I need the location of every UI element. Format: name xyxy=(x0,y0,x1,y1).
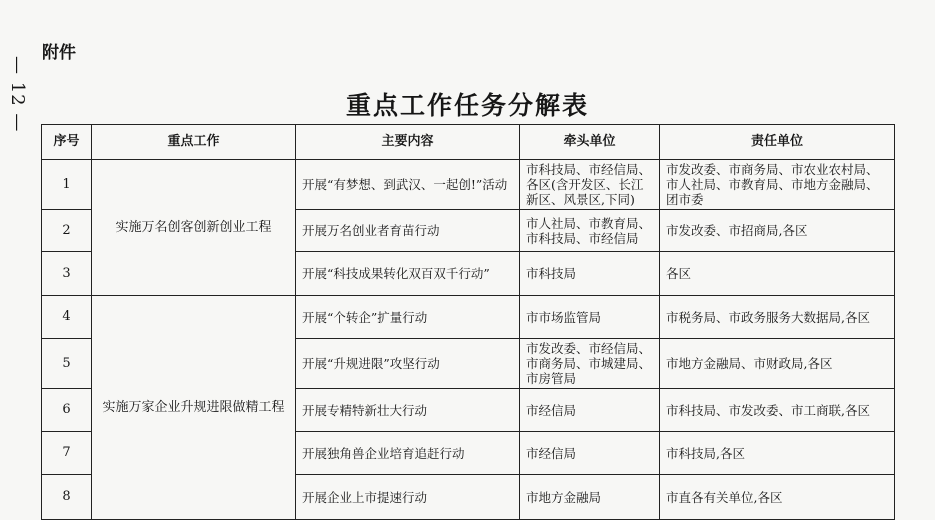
row-seq: 1 xyxy=(42,160,92,210)
key-work-group: 实施万家企业升规进限做精工程 xyxy=(92,296,296,520)
row-content: 开展企业上市提速行动 xyxy=(296,475,520,520)
row-seq: 3 xyxy=(42,252,92,296)
row-resp: 市科技局、市发改委、市工商联,各区 xyxy=(660,389,895,432)
row-content: 开展“科技成果转化双百双千行动” xyxy=(296,252,520,296)
page-number: — 12 — xyxy=(7,55,28,133)
row-seq: 5 xyxy=(42,339,92,389)
header-resp: 责任单位 xyxy=(660,125,895,160)
row-lead: 市人社局、市教育局、市科技局、市经信局 xyxy=(520,210,660,252)
row-seq: 6 xyxy=(42,389,92,432)
header-row xyxy=(42,125,895,160)
row-content: 开展专精特新壮大行动 xyxy=(296,389,520,432)
row-lead: 市经信局 xyxy=(520,389,660,432)
key-work-group: 实施万名创客创新创业工程 xyxy=(92,160,296,296)
row-resp: 市科技局,各区 xyxy=(660,432,895,475)
row-seq: 8 xyxy=(42,475,92,520)
table-row xyxy=(42,160,895,210)
row-seq: 7 xyxy=(42,432,92,475)
row-resp: 市地方金融局、市财政局,各区 xyxy=(660,339,895,389)
document-title: 重点工作任务分解表 xyxy=(345,91,589,120)
row-resp: 市发改委、市商务局、市农业农村局、市人社局、市教育局、市地方金融局、团市委 xyxy=(660,160,895,210)
row-resp: 各区 xyxy=(660,252,895,296)
table-row xyxy=(42,296,895,339)
row-resp: 市直各有关单位,各区 xyxy=(660,475,895,520)
row-content: 开展独角兽企业培育追赶行动 xyxy=(296,432,520,475)
header-lead: 牵头单位 xyxy=(520,125,660,160)
header-content: 主要内容 xyxy=(296,125,520,160)
row-lead: 市发改委、市经信局、市商务局、市城建局、市房管局 xyxy=(520,339,660,389)
row-content: 开展“升规进限”攻坚行动 xyxy=(296,339,520,389)
row-lead: 市市场监管局 xyxy=(520,296,660,339)
row-lead: 市经信局 xyxy=(520,432,660,475)
row-content: 开展“有梦想、到武汉、一起创!”活动 xyxy=(296,160,520,210)
row-seq: 4 xyxy=(42,296,92,339)
row-lead: 市科技局、市经信局、各区(含开发区、长江新区、风景区,下同) xyxy=(520,160,660,210)
row-lead: 市地方金融局 xyxy=(520,475,660,520)
header-work: 重点工作 xyxy=(92,125,296,160)
header-seq: 序号 xyxy=(42,125,92,160)
attachment-label: 附件 xyxy=(42,43,76,63)
row-resp: 市税务局、市政务服务大数据局,各区 xyxy=(660,296,895,339)
row-resp: 市发改委、市招商局,各区 xyxy=(660,210,895,252)
row-content: 开展万名创业者育苗行动 xyxy=(296,210,520,252)
row-content: 开展“个转企”扩量行动 xyxy=(296,296,520,339)
row-seq: 2 xyxy=(42,210,92,252)
task-breakdown-table xyxy=(41,124,895,520)
row-lead: 市科技局 xyxy=(520,252,660,296)
